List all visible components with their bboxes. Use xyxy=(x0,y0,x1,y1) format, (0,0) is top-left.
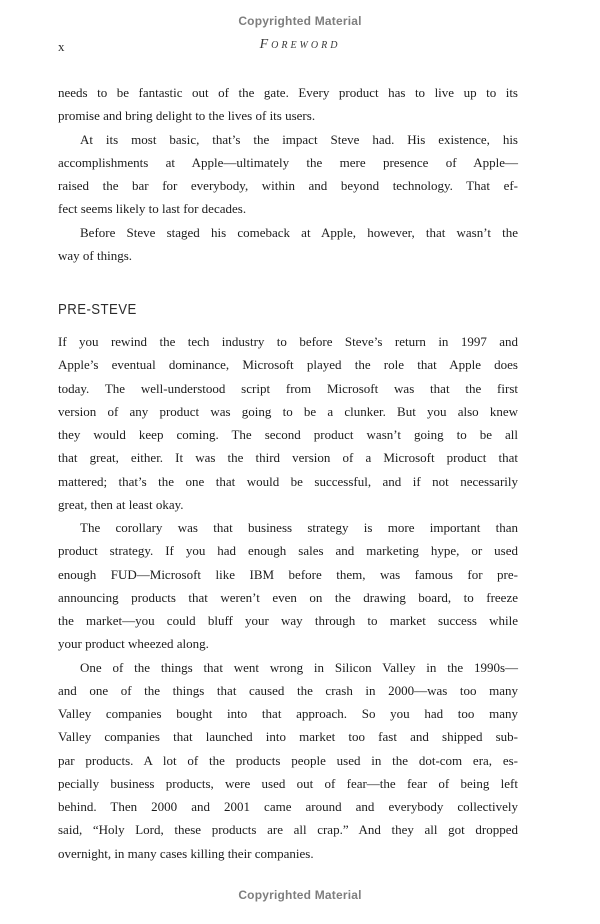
paragraph xyxy=(58,330,518,516)
text-line: promise and bring delight to the lives of its users. xyxy=(58,108,316,124)
text-line: accomplishments at Apple—ultimately the mere presence of Apple— xyxy=(58,154,518,170)
paragraph-continuation xyxy=(58,81,518,128)
text-line: overnight, in many cases killing their companies. xyxy=(58,845,314,861)
text-line: announcing products that weren’t even on the drawing board, to freeze xyxy=(58,589,518,605)
paragraph xyxy=(58,656,518,865)
text-line: they would keep coming. The second product wasn’t going to be all xyxy=(58,427,518,442)
text-line: the market—you could bluff your way through to market success while xyxy=(58,613,518,628)
text-line: One of the things that went wrong in Silicon Valley in the 1990s— xyxy=(80,659,518,675)
paragraph xyxy=(58,128,518,221)
text-line: great, then at least okay. xyxy=(58,496,184,512)
text-line: Before Steve staged his comeback at Apple, however, that wasn’t the xyxy=(80,224,518,240)
text-line: raised the bar for everybody, within and beyond technology. That ef- xyxy=(58,178,518,193)
text-line: par products. A lot of the products people used in the dot-com era, es- xyxy=(58,752,518,768)
text-line: product strategy. If you had enough sales and marketing hype, or used xyxy=(58,543,518,559)
text-line: your product wheezed along. xyxy=(58,636,209,652)
paragraph xyxy=(58,516,518,656)
text-line: At its most basic, that’s the impact Steve had. His existence, his xyxy=(80,131,518,147)
text-line: way of things. xyxy=(58,247,133,263)
text-line: Valley companies bought into that approach. So you had too many xyxy=(58,706,518,721)
text-line: needs to be fantastic out of the gate. Every product has to live up to its xyxy=(58,85,518,100)
text-line: today. The well-understood script from Microsoft was that the first xyxy=(58,380,518,396)
text-line: fect seems likely to last for decades. xyxy=(58,201,247,217)
text-line: mattered; that’s the one that would be successful, and if not necessarily xyxy=(58,473,518,489)
copyright-notice-bottom: Copyrighted Material xyxy=(238,888,362,902)
paragraph xyxy=(58,221,518,268)
text-line: pecially business products, were used out of fear—the fear of being left xyxy=(58,775,518,791)
text-line: Valley companies that launched into market too fast and shipped sub- xyxy=(58,729,518,745)
text-line: Apple’s eventual dominance, Microsoft played the role that Apple does xyxy=(58,357,518,373)
text-line: enough FUD—Microsoft like IBM before them, was famous for pre- xyxy=(58,566,518,582)
text-line: behind. Then 2000 and 2001 came around and everybody collectively xyxy=(58,799,518,814)
text-line: said, “Holy Lord, these products are all crap.” And they all got dropped xyxy=(58,822,518,838)
page-number: x xyxy=(58,39,65,54)
text-line: that great, either. It was the third version of a Microsoft product that xyxy=(58,450,518,466)
section-heading: PRE-STEVE xyxy=(58,301,137,318)
copyright-notice-top: Copyrighted Material xyxy=(238,14,362,28)
body-text xyxy=(58,81,518,865)
running-header: Foreword xyxy=(259,37,341,52)
text-line: and one of the things that caused the crash in 2000—was too many xyxy=(58,682,518,698)
text-line: The corollary was that business strategy is more important than xyxy=(80,520,518,535)
text-line: version of any product was going to be a clunker. But you also knew xyxy=(58,403,518,419)
text-line: If you rewind the tech industry to before Steve’s return in 1997 and xyxy=(58,334,518,349)
